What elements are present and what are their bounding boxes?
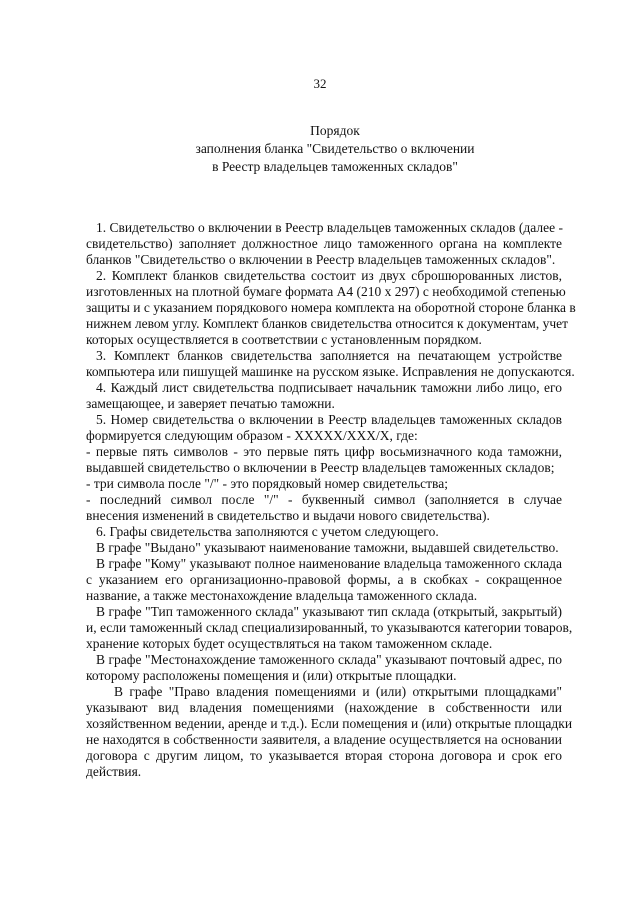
paragraph-line: с указанием его организационно-правовой формы, а в скобках - сокращенное xyxy=(86,572,562,587)
paragraph-line: В графе "Право владения помещениями и (или) открытыми площадками" xyxy=(114,684,562,699)
document-heading xyxy=(90,122,580,176)
paragraph-line: компьютера или пишущей машинке на русском языке. Исправления не допускаются. xyxy=(86,364,575,379)
paragraph xyxy=(86,220,562,268)
paragraph-line: 4. Каждый лист свидетельства подписывает начальник таможни либо лицо, его xyxy=(96,380,562,395)
paragraph-line: - первые пять символов - это первые пять цифр восьмизначного кода таможни, xyxy=(86,444,562,459)
heading-subtitle-line-1: заполнения бланка "Свидетельство о включении xyxy=(195,141,475,156)
paragraph-line: защиты и с указанием порядкового номера комплекта на оборотной стороне бланка в xyxy=(86,300,576,315)
paragraph xyxy=(86,556,562,604)
paragraph-line: действия. xyxy=(86,764,142,779)
paragraph-line: внесения изменений в свидетельство и выдачи нового свидетельства). xyxy=(86,508,490,523)
paragraph-line: бланков "Свидетельство о включении в Реестр владельцев таможенных складов". xyxy=(86,252,556,267)
paragraph xyxy=(86,412,562,444)
paragraph-line: и, если таможенный склад специализированный, то указываются категории товаров, xyxy=(86,620,573,635)
paragraph-line: которому расположены помещения и (или) открытые площадки. xyxy=(86,668,457,683)
paragraph-line: 2. Комплект бланков свидетельства состоит из двух сброшюрованных листов, xyxy=(96,268,562,283)
paragraph xyxy=(86,348,575,380)
paragraph-line: свидетельство) заполняет должностное лицо таможенного органа на комплекте xyxy=(86,236,562,251)
paragraph-line: формируется следующим образом - ХХХХХ/ХХХ/Х, где: xyxy=(86,428,418,443)
paragraph-line: 5. Номер свидетельства о включении в Реестр владельцев таможенных складов xyxy=(96,412,562,427)
paragraph xyxy=(86,652,562,684)
paragraph-line: не находятся в собственности заявителя, а владение осуществляется на основании xyxy=(86,732,562,747)
paragraph-line: - три символа после "/" - это порядковый номер свидетельства; xyxy=(86,476,448,491)
paragraph-line: В графе "Местонахождение таможенного склада" указывают почтовый адрес, по xyxy=(96,652,562,667)
paragraph-line: В графе "Кому" указывают полное наименование владельца таможенного склада xyxy=(96,556,562,571)
paragraph-line: замещающее, и заверяет печатью таможни. xyxy=(86,396,335,411)
paragraph-line: выдавшей свидетельство о включении в Реестр владельцев таможенных складов; xyxy=(86,460,555,475)
document-body xyxy=(86,220,576,780)
paragraph-line: В графе "Выдано" указывают наименование таможни, выдавшей свидетельство. xyxy=(96,540,559,555)
paragraph-line: указывают вид владения помещениями (нахождение в собственности или xyxy=(86,700,562,715)
paragraph xyxy=(86,540,562,556)
paragraph-line: изготовленных на плотной бумаге формата А4 (210 х 297) с необходимой степенью xyxy=(86,284,566,299)
paragraph-line: - последний символ после "/" - буквенный символ (заполняется в случае xyxy=(86,492,562,507)
paragraph-line: которых осуществляется в соответствии с установленным порядком. xyxy=(86,332,482,347)
paragraph-line: В графе "Тип таможенного склада" указывают тип склада (открытый, закрытый) xyxy=(96,604,562,619)
page-number: 32 xyxy=(313,76,327,91)
paragraph xyxy=(86,444,562,476)
heading-subtitle-line-2: в Реестр владельцев таможенных складов" xyxy=(212,159,458,174)
heading-title: Порядок xyxy=(310,123,360,138)
paragraph-line: нижнем левом углу. Комплект бланков свидетельства относится к документам, учет xyxy=(86,316,569,331)
paragraph-line: хозяйственном ведении, аренде и т.д.). Если помещения и (или) открытые площадки xyxy=(86,716,573,731)
paragraph xyxy=(86,604,573,652)
paragraph-line: название, а также местонахождение владельца таможенного склада. xyxy=(86,588,478,603)
paragraph xyxy=(86,524,562,540)
paragraph-line: 1. Свидетельство о включении в Реестр владельцев таможенных складов (далее - xyxy=(96,220,563,235)
paragraph-line: 6. Графы свидетельства заполняются с учетом следующего. xyxy=(96,524,439,539)
paragraph xyxy=(86,684,573,780)
paragraph xyxy=(86,380,562,412)
paragraph-line: договора с другим лицом, то указывается вторая сторона договора и срок его xyxy=(86,748,562,763)
paragraph xyxy=(86,476,562,492)
paragraph xyxy=(86,268,576,348)
paragraph xyxy=(86,492,562,524)
paragraph-line: 3. Комплект бланков свидетельства заполняется на печатающем устройстве xyxy=(96,348,562,363)
paragraph-line: хранение которых будет осуществляться на таком таможенном складе. xyxy=(86,636,493,651)
